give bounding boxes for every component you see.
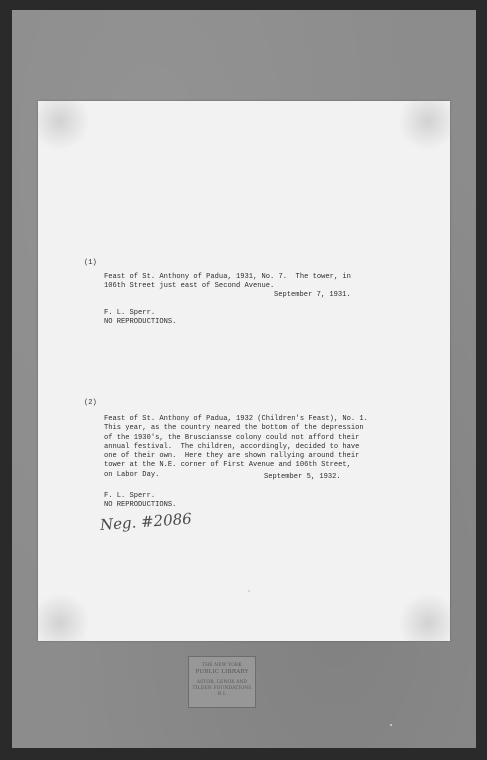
handwritten-negative-number: Neg. #2086	[99, 509, 193, 534]
stamp-line: ASTOR, LENOX AND	[196, 680, 248, 685]
typed-caption-sheet	[38, 101, 450, 641]
dust-speck	[390, 724, 392, 726]
stamp-line: PUBLIC LIBRARY	[195, 669, 249, 675]
entry-caption: Feast of St. Anthony of Padua, 1931, No. 7. The tower, in 106th Street just east of Second Avenue.	[104, 273, 351, 291]
corner-smudge	[30, 593, 90, 653]
entry-date: September 5, 1932.	[264, 473, 341, 481]
stamp-line: R L	[217, 692, 227, 697]
stamp-line: TILDEN FOUNDATIONS	[192, 686, 252, 691]
entry-number: (1)	[84, 259, 97, 267]
entry-credit: F. L. Sperr. NO REPRODUCTIONS.	[104, 492, 177, 510]
stamp-line: THE NEW YORK	[202, 663, 242, 668]
corner-smudge	[30, 91, 90, 151]
corner-smudge	[398, 593, 458, 653]
entry-credit: F. L. Sperr. NO REPRODUCTIONS.	[104, 309, 177, 327]
entry-number: (2)	[84, 399, 97, 407]
entry-caption: Feast of St. Anthony of Padua, 1932 (Children's Feast), No. 1. This year, as the country neared the bottom of the depression of the 1930's, the Brusciansse colony could not afford their annual festival. The children, accordingly, decided to have one of their own. Here they are shown rallying around their tower at the N.E. corner of First Avenue and 106th Street, on Labor Day.	[104, 415, 368, 479]
corner-smudge	[398, 91, 458, 151]
library-stamp	[188, 656, 256, 708]
entry-date: September 7, 1931.	[274, 291, 351, 299]
dust-speck	[248, 590, 250, 592]
